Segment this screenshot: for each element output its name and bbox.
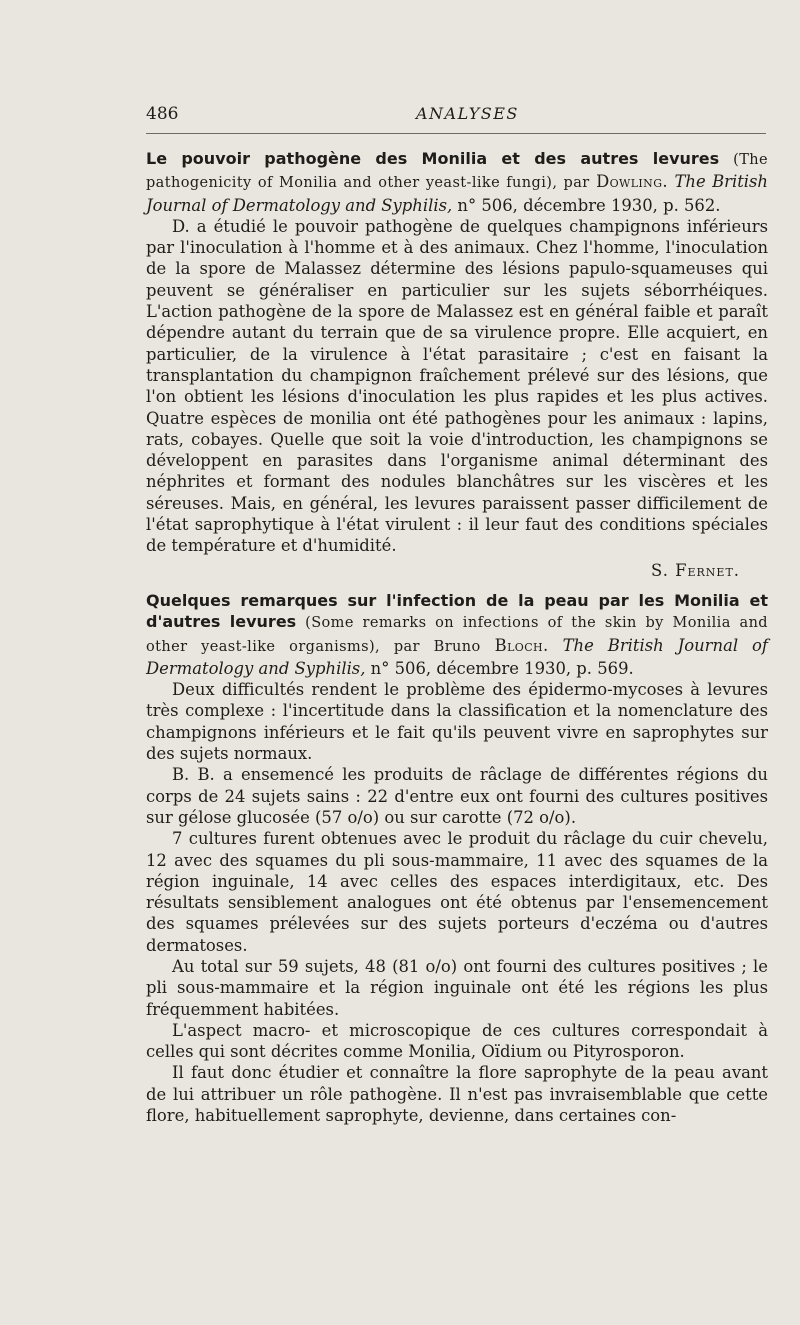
article1-title: Le pouvoir pathogène des Monilia et des autres levures [146,149,720,168]
article2-paragraph: B. B. a ensemencé les produits de râclage de différentes régions du corps de 24 sujets sains : 22 d'entre eux ont fourni des cultures positives sur gélose glucosée (57 o/o) ou sur carotte (72 o/o). [146,765,768,827]
article1-heading [146,148,768,216]
header-rule [146,133,766,134]
article1-english-title: (The pathogenicity of Monilia and other yeast-like fungi), par [146,152,768,192]
article2-author: Bloch. [494,635,549,655]
page-header [146,104,766,128]
article1-citation: n° 506, décembre 1930, p. 562. [457,195,721,215]
article2-journal: The British Journal of Dermatology and Syphilis, [146,635,768,678]
article2-english-title: (Some remarks on infections of the skin by Monilia and other yeast-like organisms), par Bruno [146,615,768,655]
page-number: 486 [146,104,179,124]
article-body [146,148,768,1126]
article2-paragraph: Deux difficultés rendent le problème des épidermo-mycoses à levures très complexe : l'incertitude dans la classification et la nomenclature des champignons inférieurs et le fait qu'ils peuvent vivre en saprophytes sur des sujets normaux. [146,680,768,764]
article1-author: Dowling. [596,172,669,192]
article2-title: Quelques remarques sur l'infection de la peau par les Monilia et d'autres levures [146,590,768,632]
article2-paragraph: 7 cultures furent obtenues avec le produit du râclage du cuir chevelu, 12 avec des squames du pli sous-mammaire, 11 avec des squames de la région inguinale, 14 avec celles des espaces interdigitaux, etc. Des résultats sensiblement analogues ont été obtenus par l'ensemencement des squames prélevées sur des sujets porteurs d'eczéma ou d'autres dermatoses. [146,829,768,955]
article2-citation: n° 506, décembre 1930, p. 569. [370,658,634,678]
article1-journal: The British Journal of Dermatology and Syphilis, [146,172,768,215]
running-head: ANALYSES [416,104,519,123]
article1-paragraph: D. a étudié le pouvoir pathogène de quelques champignons inférieurs par l'inoculation à l'homme et à des animaux. Chez l'homme, l'inoculation de la spore de Malassez détermine des lésions papulo-squameuses qui peuvent se généraliser en particulier sur les sujets séborrhéiques. L'action pathogène de la spore de Malassez est en général faible et paraît dépendre autant du terrain que de sa virulence propre. Elle acquiert, en particulier, de la virulence à l'état parasitaire ; c'est en faisant la transplantation du champignon fraîchement prélevé sur des lésions, que l'on obtient les lésions d'inoculation les plus rapides et les plus actives. Quatre espèces de monilia ont été pathogènes pour les animaux : lapins, rats, cobayes. Quelle que soit la voie d'introduction, les champignons se développent en parasites dans l'organisme animal déterminant des néphrites et formant des nodules blanchâtres sur les viscères et les séreuses. Mais, en général, les levures paraissent passer difficilement de l'état saprophytique à l'état virulent : il leur faut des conditions spéciales de température et d'humidité. [146,216,768,556]
article2-paragraph: L'aspect macro- et microscopique de ces cultures correspondait à celles qui sont décrites comme Monilia, Oïdium ou Pityrosporon. [146,1020,768,1062]
article2-paragraph: Il faut donc étudier et connaître la flore saprophyte de la peau avant de lui attribuer un rôle pathogène. Il n'est pas invraisemblable que cette flore, habituellement saprophyte, devienne, dans certaines con- [146,1063,768,1126]
article2-heading [146,590,768,679]
article2-paragraph: Au total sur 59 sujets, 48 (81 o/o) ont fourni des cultures positives ; le pli sous-mammaire et la région inguinale ont été les régions les plus fréquemment habitées. [146,956,768,1019]
article1-signature: S. Fernet. [651,560,740,580]
